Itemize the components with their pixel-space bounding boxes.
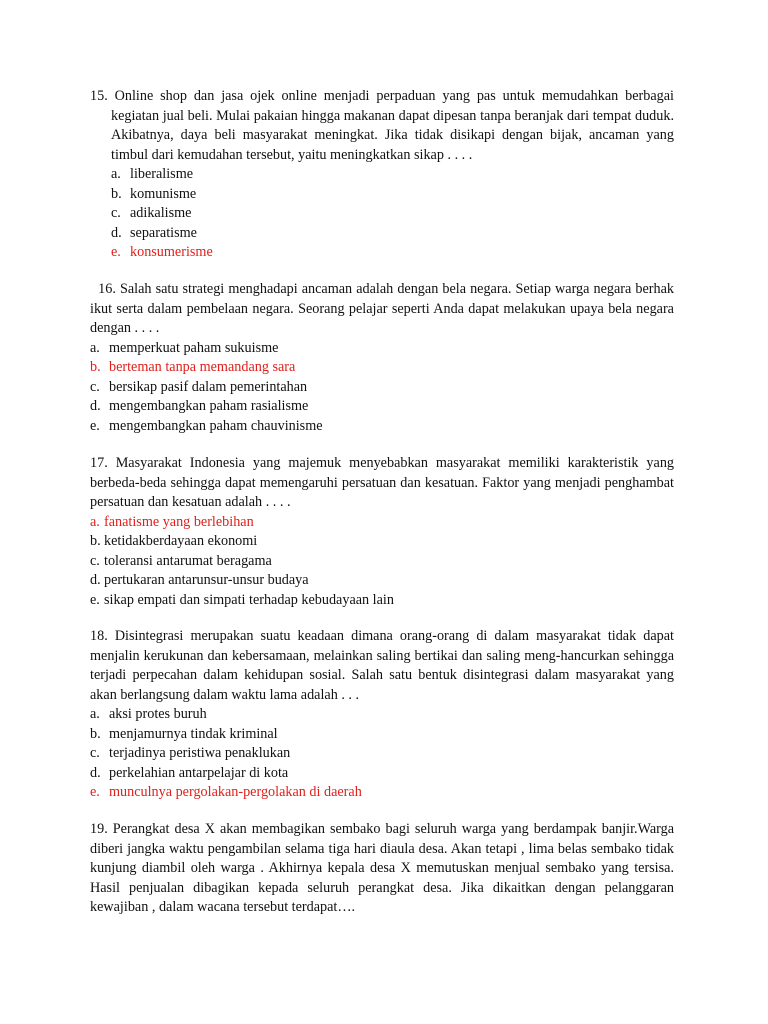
question-18-options: [90, 705, 674, 803]
question-17-text: [90, 454, 674, 513]
option-d: d. pertukaran antarunsur-unsur budaya: [90, 572, 309, 588]
question-16-text: [90, 280, 674, 339]
option-c: c. terjadinya peristiwa penaklukan: [90, 745, 291, 761]
question-19-text: [90, 820, 674, 918]
question-15-options: [90, 165, 674, 263]
option-b-correct: b. berteman tanpa memandang sara: [90, 359, 296, 375]
question-15: [90, 87, 674, 263]
option-d: d. mengembangkan paham rasialisme: [90, 398, 309, 414]
option-b: b. ketidakberdayaan ekonomi: [90, 533, 258, 549]
question-15-text: [90, 87, 674, 165]
option-e-correct: e. munculnya pergolakan-pergolakan di daerah: [90, 784, 362, 800]
question-body: Salah satu strategi menghadapi ancaman adalah dengan bela negara. Setiap warga negara berhak ikut serta dalam pembelaan negara. Seorang pelajar seperti Anda dapat melakukan upaya bela negara dengan . . . .: [90, 281, 674, 336]
question-number: 17.: [90, 455, 108, 471]
option-d: d. separatisme: [111, 224, 197, 241]
question-number: 19.: [90, 821, 108, 837]
option-e: e. sikap empati dan simpati terhadap kebudayaan lain: [90, 591, 394, 608]
question-body: Perangkat desa X akan membagikan sembako bagi seluruh warga yang berdampak banjir.Warga diberi jangka waktu pengambilan selama tiga hari diaula desa. Akan tetapi , lima belas sembako tidak kunjung diambil oleh warga . Akhirnya kepala desa X memutuskan menjual sembako yang tersisa. Hasil penjualan dibagikan kepada seluruh perangkat desa. Jika dikaitkan dengan pelanggaran kewajiban , dalam wacana tersebut terdapat….: [90, 821, 674, 915]
question-18: [90, 627, 674, 803]
option-a-correct: a. fanatisme yang berlebihan: [90, 513, 254, 530]
option-b: b. menjamurnya tindak kriminal: [90, 725, 278, 742]
question-16: [90, 280, 674, 436]
question-17: [90, 454, 674, 610]
option-a: a. aksi protes buruh: [90, 706, 207, 722]
question-body: Masyarakat Indonesia yang majemuk menyebabkan masyarakat memiliki karakteristik yang berbeda-beda sehingga dapat memengaruhi persatuan dan kesatuan. Faktor yang menjadi penghambat persatuan dan kesatuan adalah . . . .: [90, 455, 675, 510]
question-19: [90, 820, 674, 918]
question-16-options: [90, 339, 674, 437]
option-c: c. adikalisme: [111, 205, 192, 221]
question-number: 16.: [98, 281, 116, 297]
option-e-correct: e. konsumerisme: [111, 244, 213, 260]
question-number: 15.: [90, 88, 108, 104]
option-e: e. mengembangkan paham chauvinisme: [90, 417, 323, 434]
option-c: c. toleransi antarumat beragama: [90, 552, 272, 569]
option-d: d. perkelahian antarpelajar di kota: [90, 764, 289, 781]
option-a: a. liberalisme: [111, 166, 194, 182]
question-body: Disintegrasi merupakan suatu keadaan dimana orang-orang di dalam masyarakat tidak dapat menjalin kerukunan dan kebersamaan, melainkan saling bertikai dan saling meng-hancurkan sehingga terjadi perpecahan dalam kehidupan sosial. Salah satu bentuk disintegrasi dalam masyarakat yang akan berlangsung dalam waktu lama adalah . . .: [90, 628, 674, 703]
question-17-options: [90, 513, 674, 611]
option-a: a. memperkuat paham sukuisme: [90, 339, 279, 356]
question-body: Online shop dan jasa ojek online menjadi perpaduan yang pas untuk memudahkan berbagai kegiatan jual beli. Mulai pakaian hingga makanan dapat dipesan tanpa beranjak dari tempat duduk. Akibatnya, daya beli masyarakat meningkat. Jika tidak disikapi dengan bijak, ancaman yang timbul dari kemudahan tersebut, yaitu meningkatkan sikap . . . .: [111, 88, 674, 163]
question-18-text: [90, 627, 674, 705]
option-c: c. bersikap pasif dalam pemerintahan: [90, 378, 308, 395]
question-number: 18.: [90, 628, 108, 644]
option-b: b. komunisme: [111, 185, 197, 202]
